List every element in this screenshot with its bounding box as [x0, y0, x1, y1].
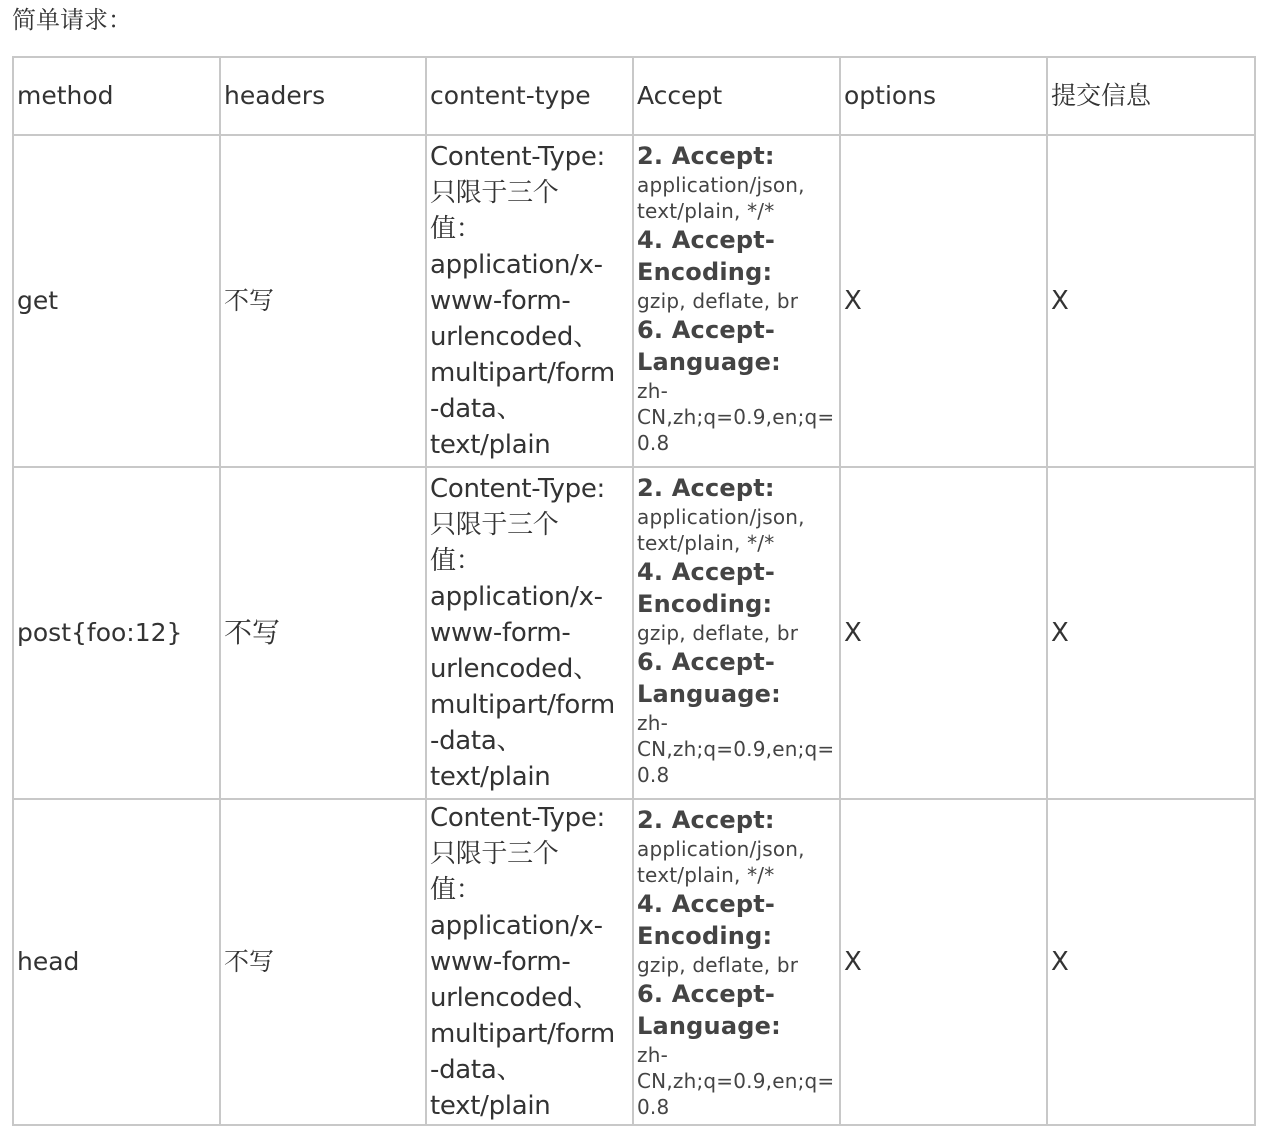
accept-title: 2. Accept:	[637, 806, 775, 834]
cell-accept	[633, 799, 840, 1125]
accept-language-value: zh-	[637, 379, 668, 403]
content-type-line: www-form-	[430, 618, 571, 648]
intro-text: 简单请求：	[12, 6, 132, 34]
cell-content-type	[426, 467, 633, 799]
accept-encoding-value: gzip, deflate, br	[637, 289, 799, 313]
column-header-headers: headers	[220, 57, 426, 135]
table-header-row	[13, 57, 1255, 135]
accept-language-title: 6. Accept-	[637, 316, 776, 344]
accept-language-value: CN,zh;q=0.9,en;q=	[637, 737, 835, 761]
content-type-line: -data、	[430, 1055, 523, 1085]
content-type-line: multipart/form	[430, 690, 615, 720]
accept-language-title: 6. Accept-	[637, 648, 776, 676]
cell-options: X	[840, 799, 1047, 1125]
content-type-line: -data、	[430, 394, 523, 424]
content-type-line: text/plain	[430, 762, 551, 792]
content-type-line: 值：	[430, 214, 482, 244]
content-type-line: multipart/form	[430, 358, 615, 388]
table-row	[13, 799, 1255, 1125]
content-type-line: application/x-	[430, 250, 603, 280]
accept-title: 2. Accept:	[637, 474, 775, 502]
column-header-submit-info: 提交信息	[1047, 57, 1255, 135]
cell-headers: 不写	[220, 467, 426, 799]
content-type-line: www-form-	[430, 947, 571, 977]
accept-encoding-title: Encoding:	[637, 258, 773, 286]
content-type-line: 值：	[430, 546, 482, 576]
cell-submit-info: X	[1047, 799, 1255, 1125]
accept-language-value: 0.8	[637, 431, 670, 455]
accept-encoding-title: Encoding:	[637, 922, 773, 950]
cell-method: head	[13, 799, 220, 1125]
accept-language-value: zh-	[637, 1043, 668, 1067]
accept-language-title: 6. Accept-	[637, 980, 776, 1008]
cell-headers: 不写	[220, 135, 426, 467]
content-type-line: text/plain	[430, 1091, 551, 1121]
column-header-accept: Accept	[633, 57, 840, 135]
accept-value: application/json,	[637, 505, 805, 529]
cell-options: X	[840, 135, 1047, 467]
accept-value: text/plain, */*	[637, 863, 775, 887]
accept-language-title: Language:	[637, 1012, 781, 1040]
accept-value: application/json,	[637, 173, 805, 197]
accept-encoding-title: Encoding:	[637, 590, 773, 618]
column-header-method: method	[13, 57, 220, 135]
content-type-line: 值：	[430, 875, 482, 905]
content-type-line: application/x-	[430, 582, 603, 612]
cell-submit-info: X	[1047, 135, 1255, 467]
content-type-line: text/plain	[430, 430, 551, 460]
accept-language-value: CN,zh;q=0.9,en;q=	[637, 1069, 835, 1093]
content-type-line: 只限于三个	[430, 178, 559, 208]
table-row	[13, 135, 1255, 467]
content-type-line: Content-Type:	[430, 474, 605, 504]
cell-headers: 不写	[220, 799, 426, 1125]
accept-encoding-value: gzip, deflate, br	[637, 621, 799, 645]
content-type-line: urlencoded、	[430, 654, 599, 684]
content-type-line: Content-Type:	[430, 142, 605, 172]
content-type-line: urlencoded、	[430, 983, 599, 1013]
column-header-options: options	[840, 57, 1047, 135]
content-type-line: 只限于三个	[430, 839, 559, 869]
cell-options: X	[840, 467, 1047, 799]
content-type-line: 只限于三个	[430, 510, 559, 540]
content-type-line: multipart/form	[430, 1019, 615, 1049]
cell-content-type	[426, 799, 633, 1125]
cell-submit-info: X	[1047, 467, 1255, 799]
cell-accept	[633, 467, 840, 799]
accept-encoding-value: gzip, deflate, br	[637, 953, 799, 977]
accept-encoding-title: 4. Accept-	[637, 558, 776, 586]
content-type-line: urlencoded、	[430, 322, 599, 352]
content-type-line: Content-Type:	[430, 803, 605, 833]
cell-method: get	[13, 135, 220, 467]
content-type-line: application/x-	[430, 911, 603, 941]
accept-value: text/plain, */*	[637, 199, 775, 223]
accept-language-title: Language:	[637, 348, 781, 376]
accept-value: text/plain, */*	[637, 531, 775, 555]
accept-encoding-title: 4. Accept-	[637, 890, 776, 918]
accept-encoding-title: 4. Accept-	[637, 226, 776, 254]
column-header-content-type: content-type	[426, 57, 633, 135]
cell-content-type	[426, 135, 633, 467]
accept-language-title: Language:	[637, 680, 781, 708]
cell-accept	[633, 135, 840, 467]
simple-request-table	[12, 56, 1256, 1126]
accept-language-value: 0.8	[637, 1095, 670, 1119]
accept-language-value: CN,zh;q=0.9,en;q=	[637, 405, 835, 429]
content-type-line: www-form-	[430, 286, 571, 316]
accept-language-value: 0.8	[637, 763, 670, 787]
accept-value: application/json,	[637, 837, 805, 861]
table-row	[13, 467, 1255, 799]
accept-title: 2. Accept:	[637, 142, 775, 170]
accept-language-value: zh-	[637, 711, 668, 735]
cell-method: post{foo:12}	[13, 467, 220, 799]
content-type-line: -data、	[430, 726, 523, 756]
